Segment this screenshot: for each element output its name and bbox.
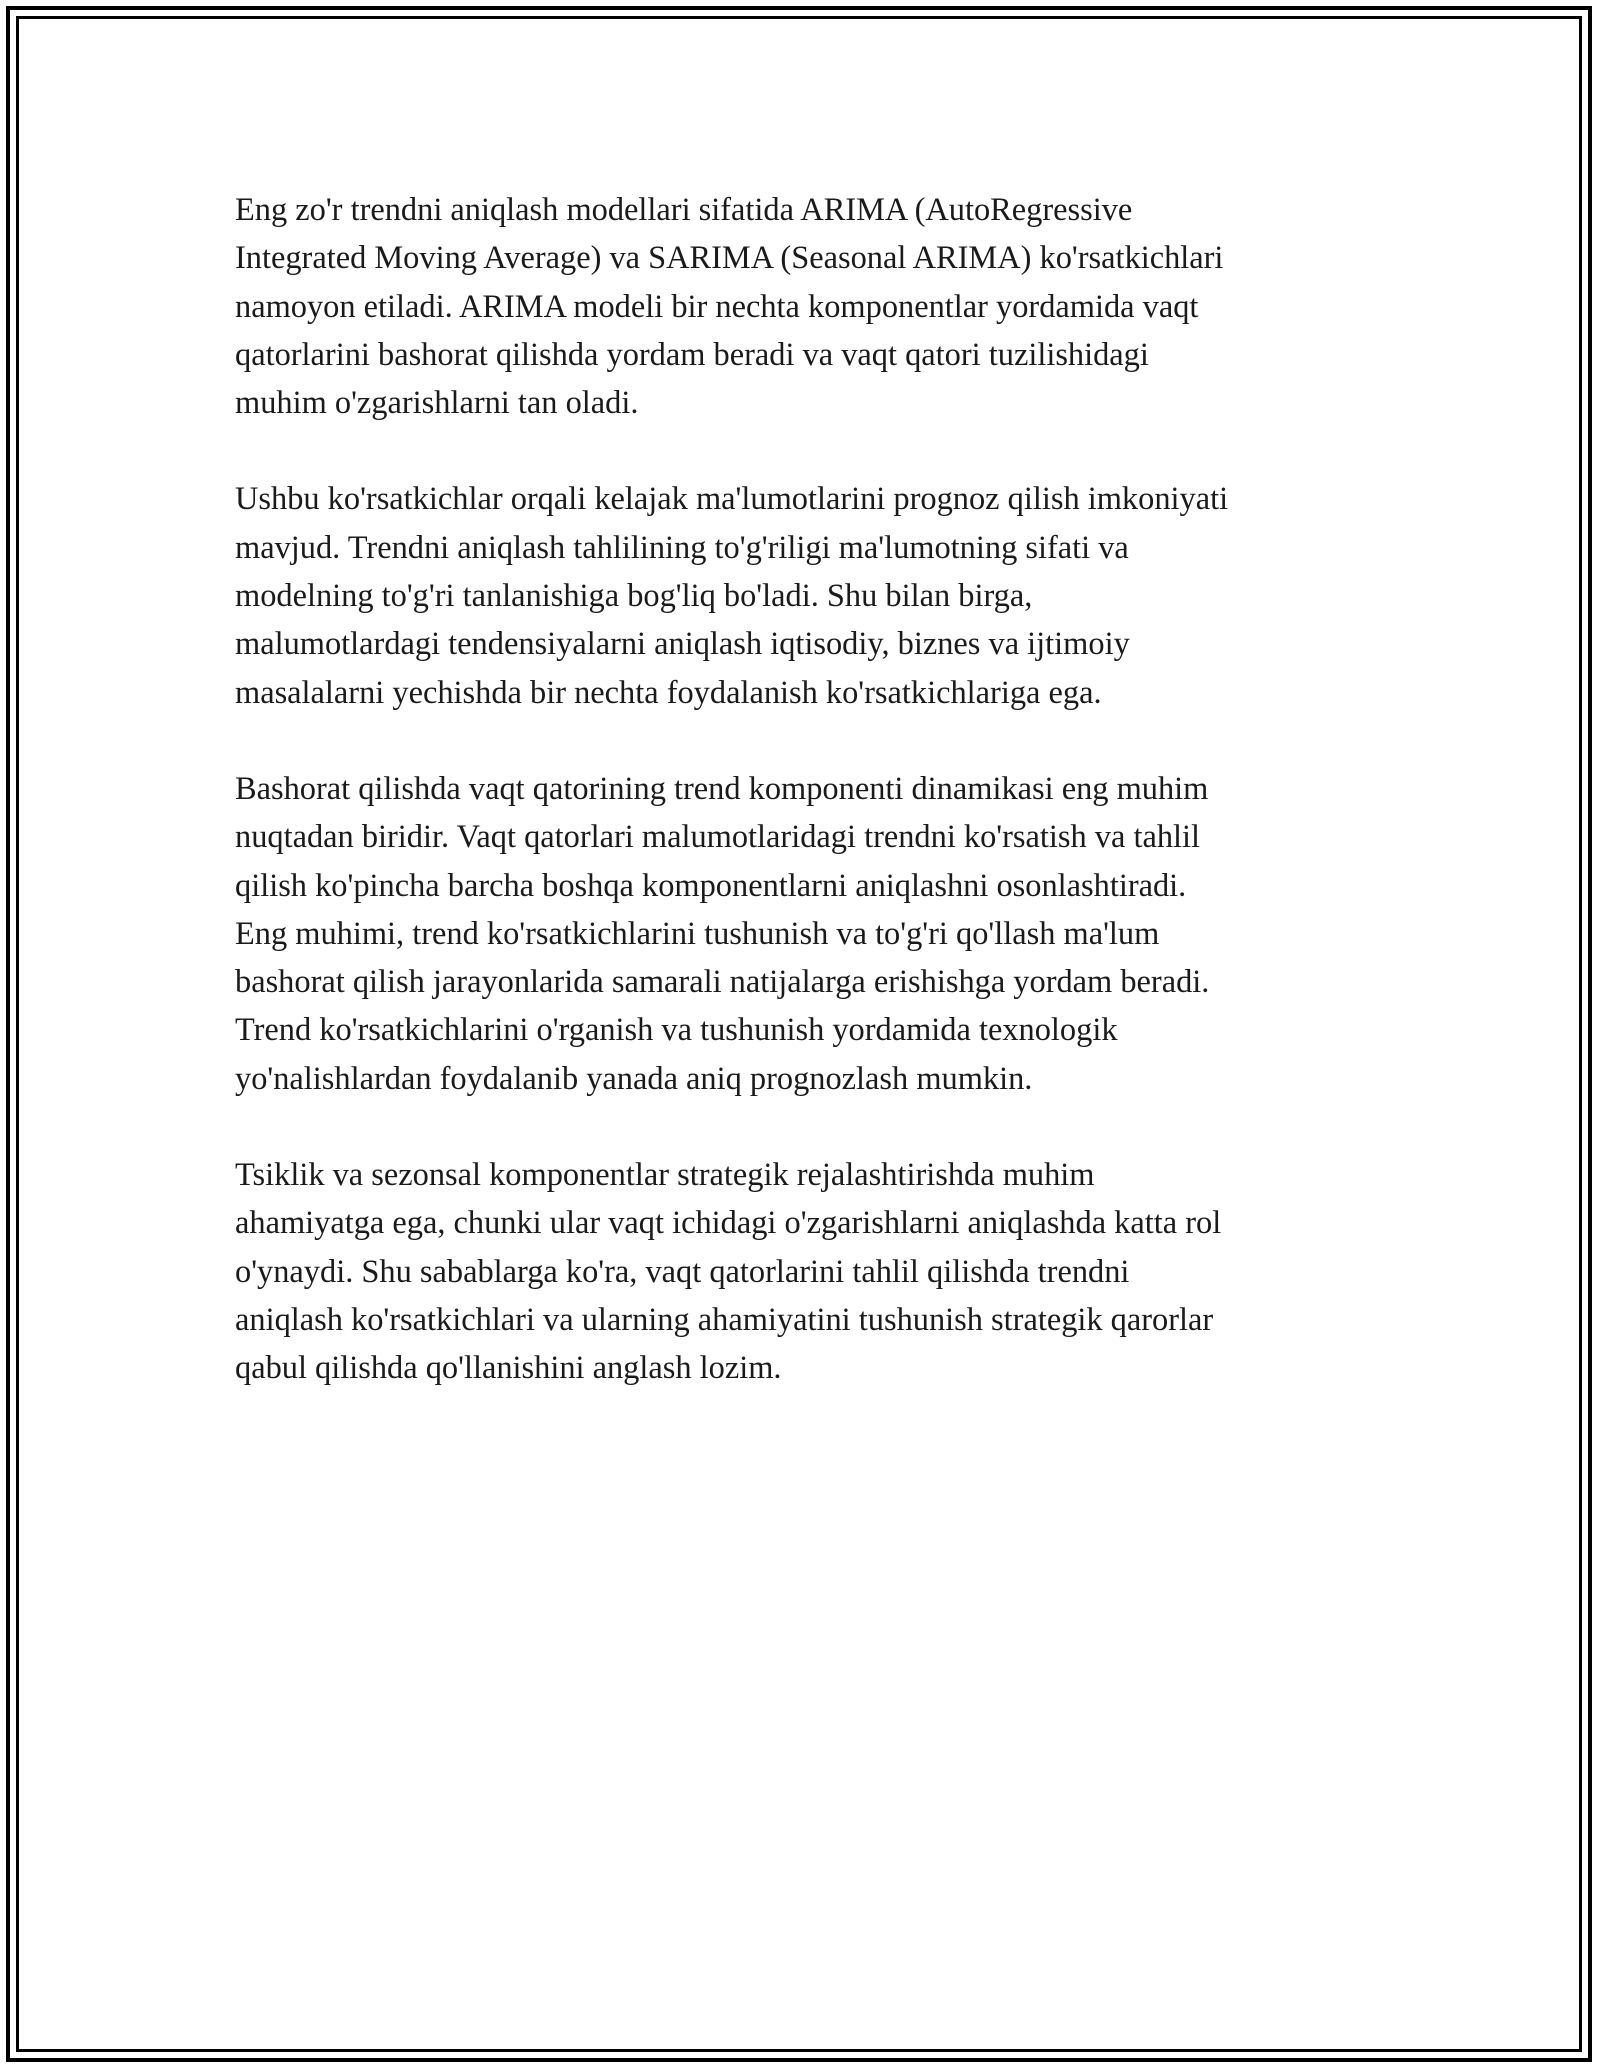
paragraph-2: Ushbu ko'rsatkichlar orqali kelajak ma'lumotlarini prognoz qilish imkoniyati mavjud. Trendni aniqlash tahlilining to'g'riligi ma'lumotning sifati va modelning to'g'ri tanlanishiga bog'liq bo'ladi. Shu bilan birga, malumotlardagi tendensiyalarni aniqlash iqtisodiy, biznes va ijtimoiy masalalarni yechishda bir nechta foydalanish ko'rsatkichlariga ega. bbox=[235, 481, 1229, 711]
paragraph-4: Tsiklik va sezonsal komponentlar strategik rejalashtirishda muhim ahamiyatga ega, chunki ular vaqt ichidagi o'zgarishlarni aniqlashda katta rol o'ynaydi. Shu sabablarga ko'ra, vaqt qatorlarini tahlil qilishda trendni aniqlash ko'rsatkichlari va ularning ahamiyatini tushunish strategik qarorlar qabul qilishda qo'llanishini anglash lozim. bbox=[235, 1157, 1222, 1387]
paragraph-1: Eng zo'r trendni aniqlash modellari sifatida ARIMA (AutoRegressive Integrated Moving Average) va SARIMA (Seasonal ARIMA) ko'rsatkichlari namoyon etiladi. ARIMA modeli bir nechta komponentlar yordamida vaqt qatorlarini bashorat qilishda yordam beradi va vaqt qatori tuzilishidagi muhim o'zgarishlarni tan oladi. bbox=[235, 192, 1224, 422]
document-body bbox=[235, 186, 1385, 1441]
paragraph-3: Bashorat qilishda vaqt qatorining trend komponenti dinamikasi eng muhim nuqtadan biridir. Vaqt qatorlari malumotlaridagi trendni ko'rsatish va tahlil qilish ko'pincha barcha boshqa komponentlarni aniqlashni osonlashtiradi. Eng muhimi, trend ko'rsatkichlarini tushunish va to'g'ri qo'llash ma'lum bashorat qilish jarayonlarida samarali natijalarga erishishga yordam beradi. Trend ko'rsatkichlarini o'rganish va tushunish yordamida texnologik yo'nalishlardan foydalanib yanada aniq prognozlash mumkin. bbox=[235, 770, 1210, 1097]
